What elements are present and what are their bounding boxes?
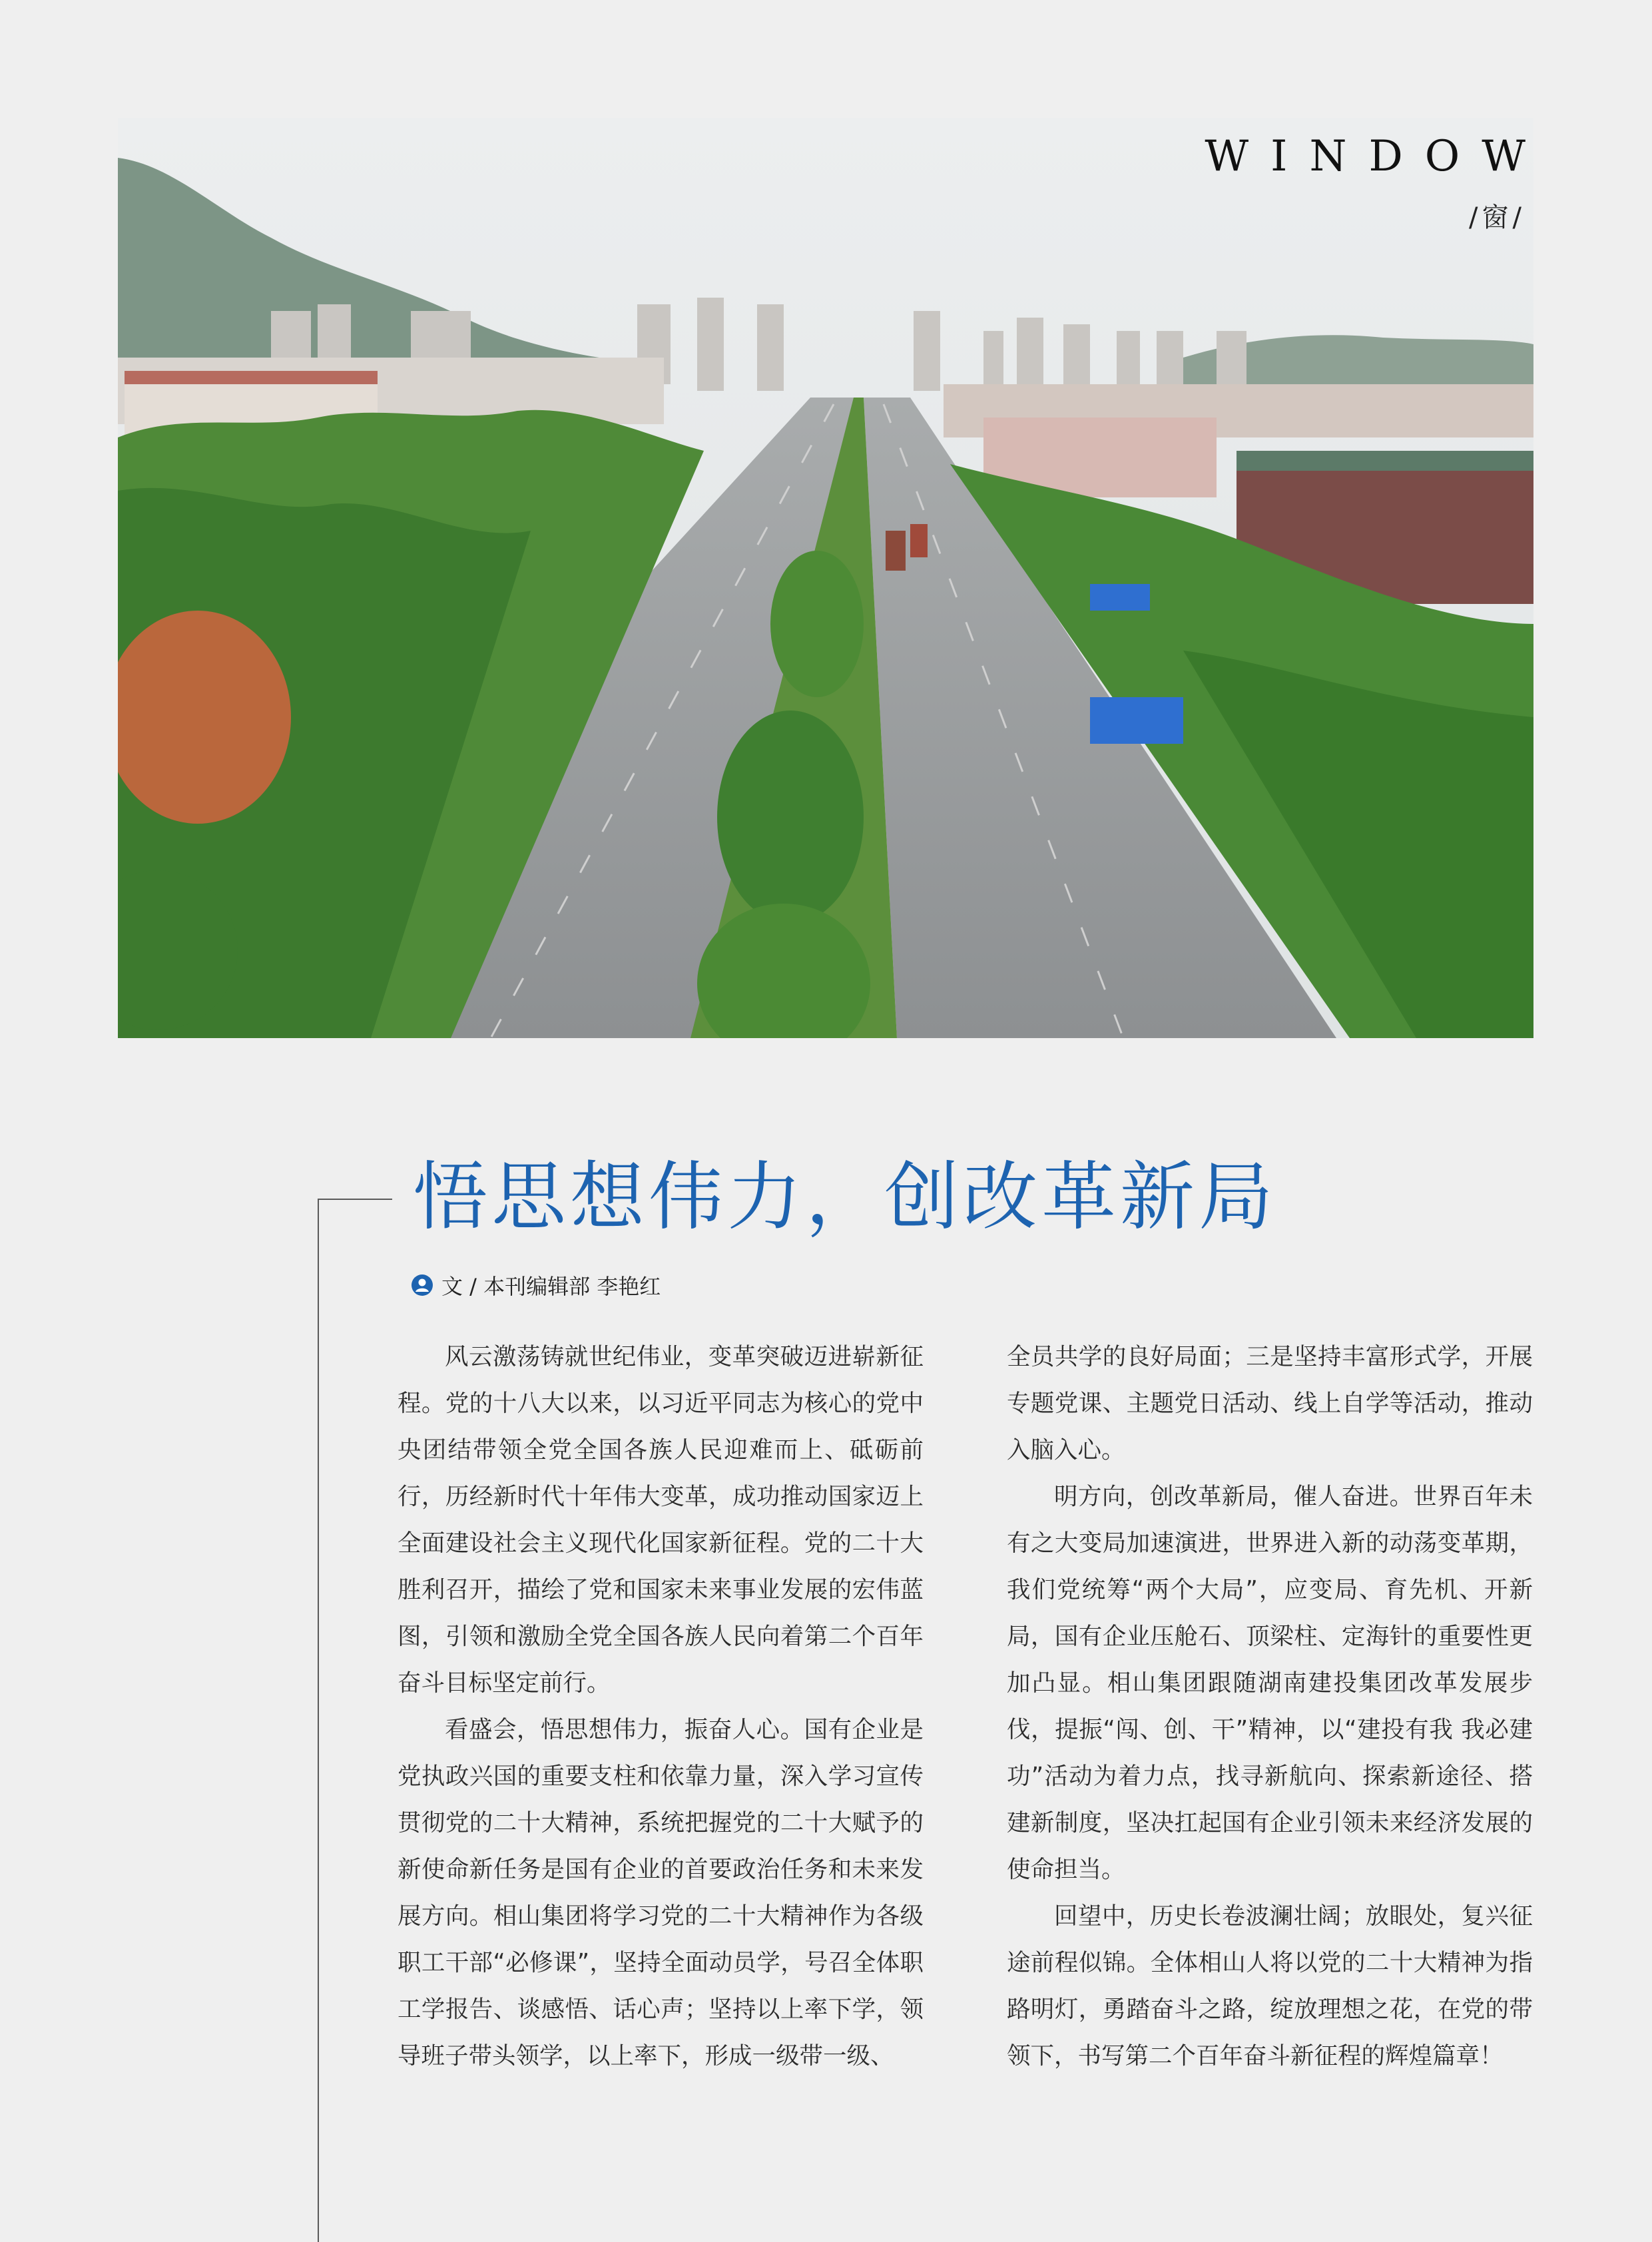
decorative-vertical-rule [318,1199,319,2242]
masthead-subtitle: /窗/ [1469,202,1525,233]
paragraph-continued: 全员共学的良好局面；三是坚持丰富形式学，开展专题党课、主题党日活动、线上自学等活动，推动入脑入心。 [1007,1343,1533,1464]
paragraph: 明方向，创改革新局，催人奋进。世界百年未有之大变局加速演进，世界进入新的动荡变革期，我们党统筹“两个大局”，应变局、育先机、开新局，国有企业压舱石、顶梁柱、定海针的重要性更加凸显。相山集团跟随湖南建投集团改革发展步伐，提振“闯、创、干”精神，以“建投有我 我必建功”活动为着力点，找寻新航向、探索新途径、搭建新制度，坚决扛起国有企业引领未来经济发展的使命担当。 [1007,1483,1533,1883]
byline [411,1268,661,1302]
article-headline: 悟思想伟力，创改革新局 [413,1154,1277,1241]
paragraph: 看盛会，悟思想伟力，振奋人心。国有企业是党执政兴国的重要支柱和依靠力量，深入学习宣传贯彻党的二十大精神，系统把握党的二十大赋予的新使命新任务是国有企业的首要政治任务和未来发展方向。相山集团将学习党的二十大精神作为各级职工干部“必修课”，坚持全面动员学，号召全体职工学报告、谈感悟、话心声；坚持以上率下学，领导班子带头领学，以上率下，形成一级带一级、 [398,1716,924,2070]
author-icon [411,1274,433,1296]
article-column-left [398,1334,924,2080]
cover-photo [118,118,1533,1038]
paragraph: 回望中，历史长卷波澜壮阔；放眼处，复兴征途前程似锦。全体相山人将以党的二十大精神为指路明灯，勇踏奋斗之路，绽放理想之花，在党的带领下，书写第二个百年奋斗新征程的辉煌篇章！ [1007,1902,1533,2070]
decorative-horizontal-rule [318,1199,392,1200]
article-column-right [1007,1334,1533,2080]
paragraph: 风云激荡铸就世纪伟业，变革突破迈进崭新征程。党的十八大以来，以习近平同志为核心的党中央团结带领全党全国各族人民迎难而上、砥砺前行，历经新时代十年伟大变革，成功推动国家迈上全面建设社会主义现代化国家新征程。党的二十大胜利召开，描绘了党和国家未来事业发展的宏伟蓝图，引领和激励全党全国各族人民向着第二个百年奋斗目标坚定前行。 [398,1343,924,1697]
masthead [1205,130,1547,234]
byline-text: 文 / 本刊编辑部 李艳红 [441,1274,661,1299]
road-aerial-photo [118,118,1533,1038]
masthead-title: WINDOW [1205,132,1547,181]
